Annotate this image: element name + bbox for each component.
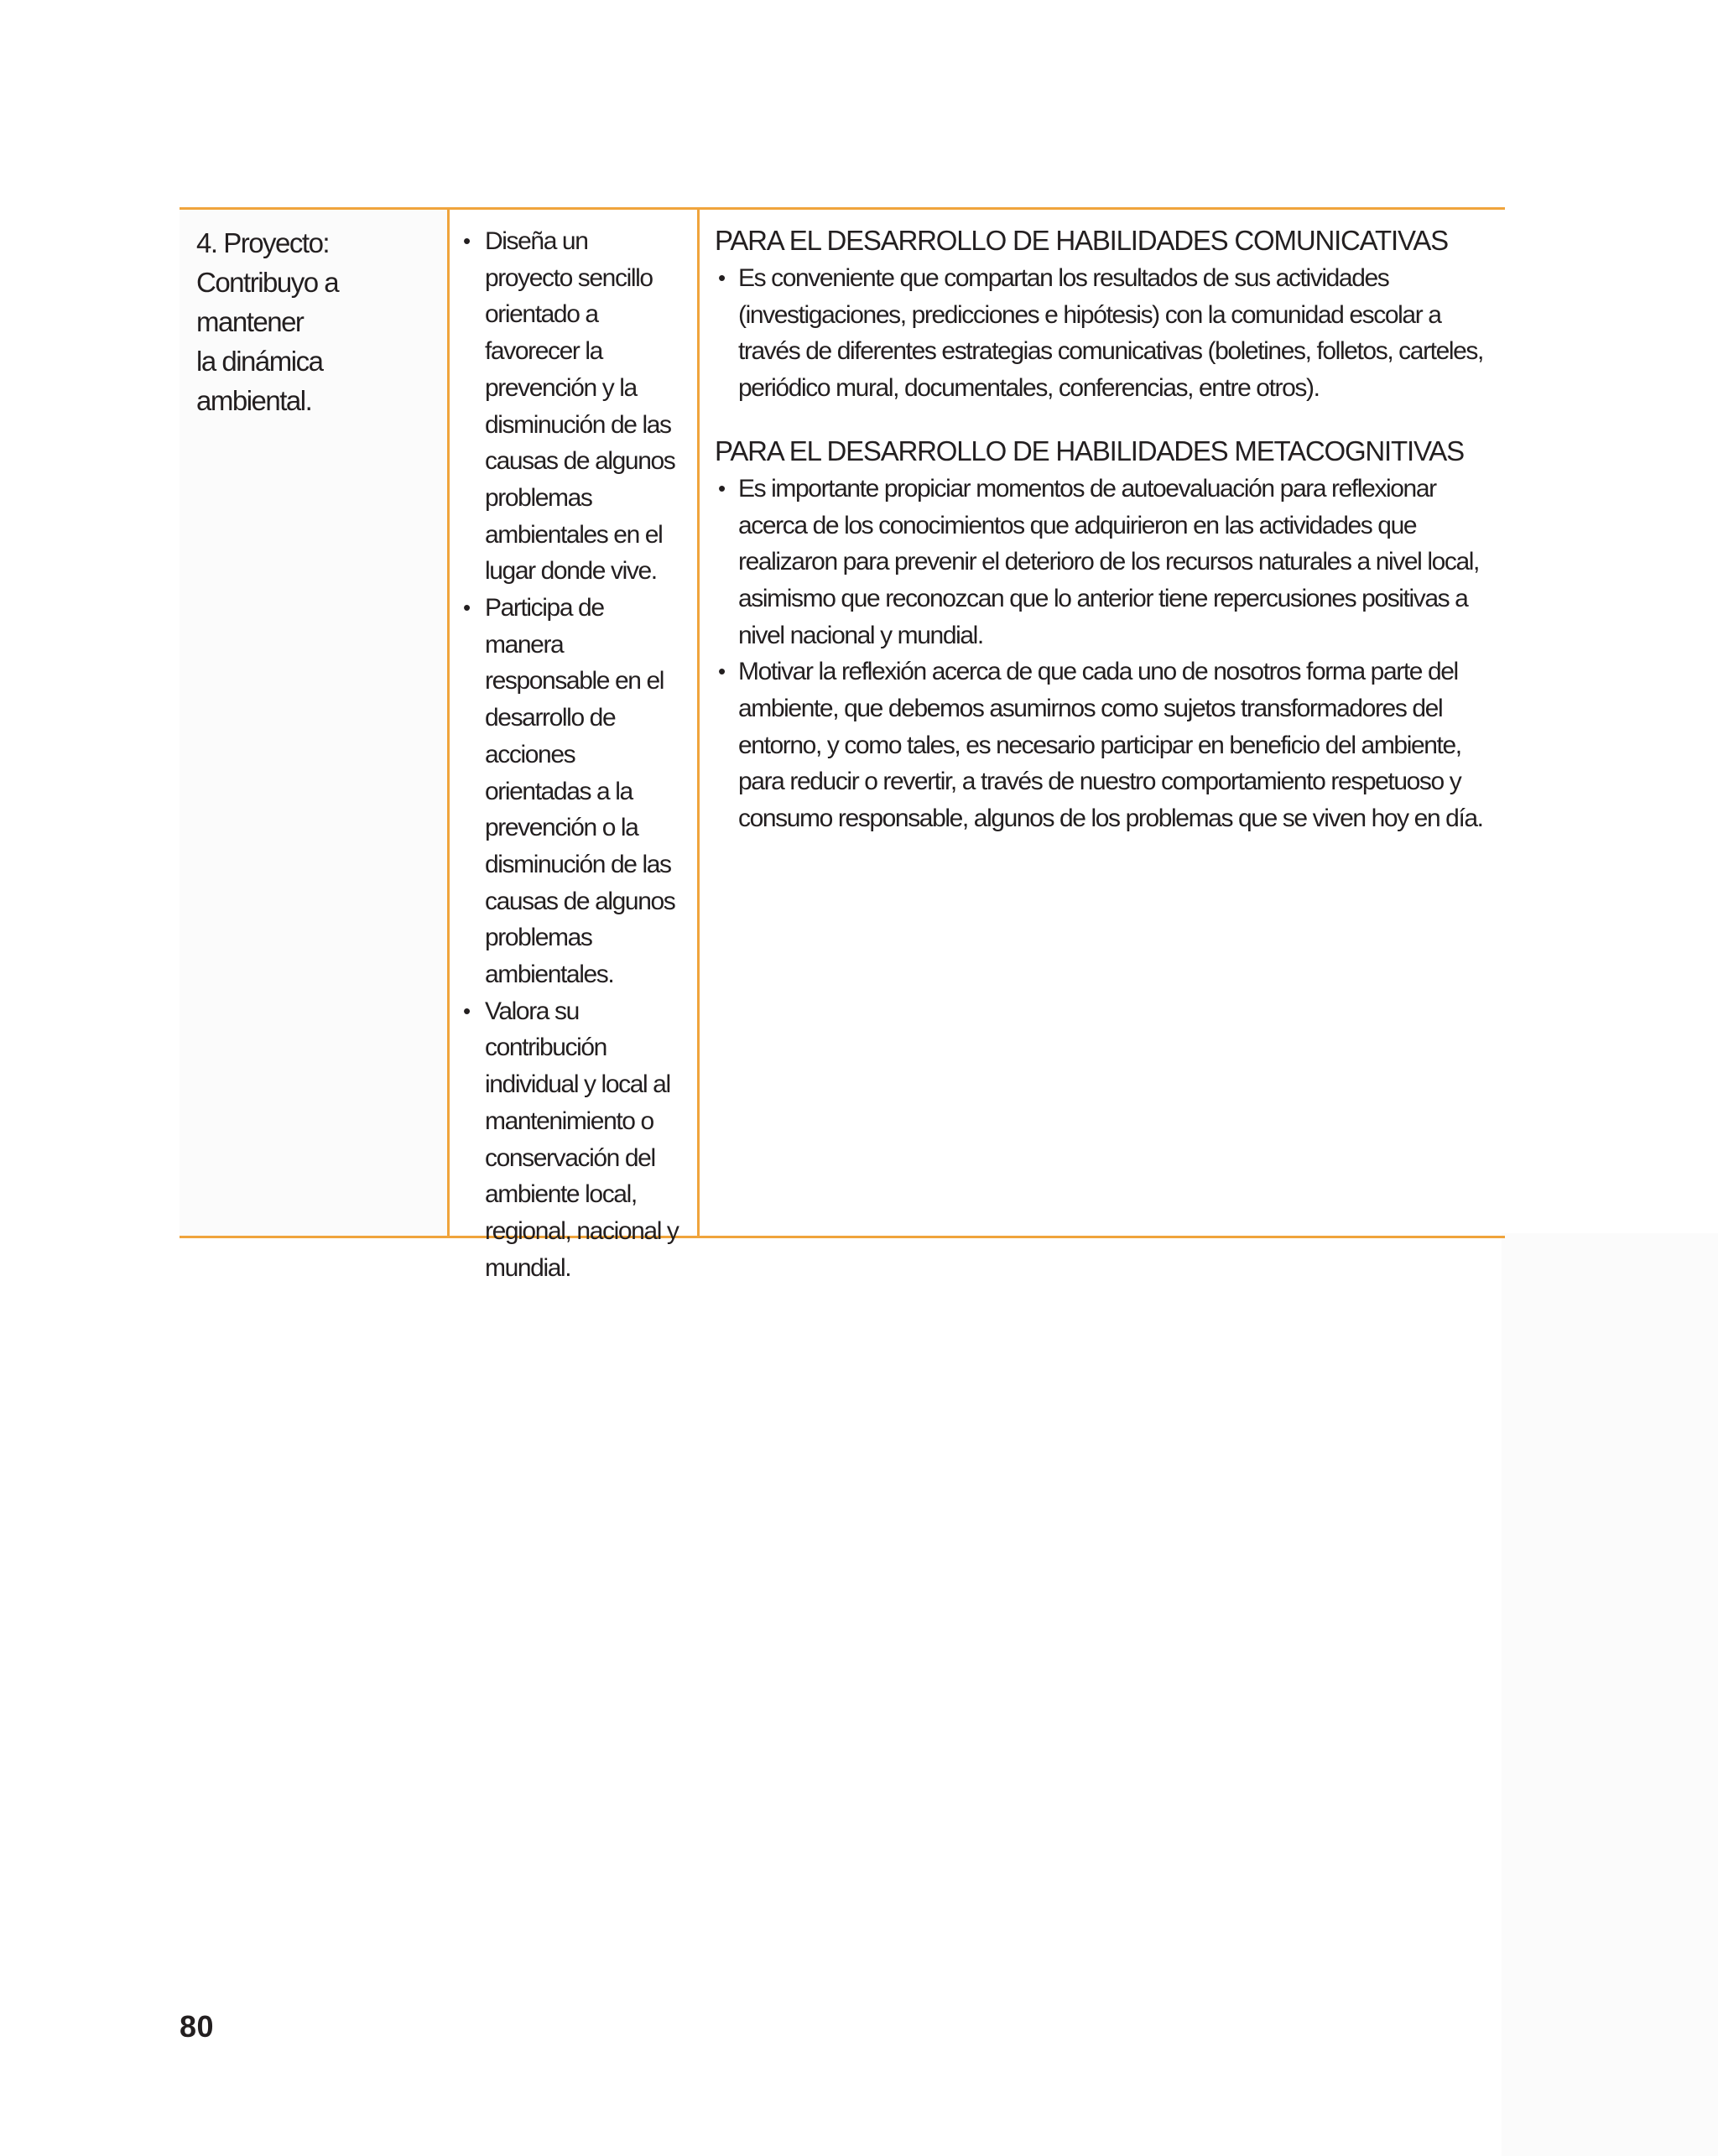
section-item	[715, 654, 1485, 837]
learning-outcome-text: Diseña un proyecto sencillo orientado a favorecer la prevención y la disminución de las causas de algunos problemas ambientales en el lugar donde vive.	[485, 227, 675, 586]
section-heading: PARA EL DESARROLLO DE HABILIDADES METACOGNITIVAS	[715, 435, 1464, 466]
section-item-text: Motivar la reflexión acerca de que cada uno de nosotros forma parte del ambiente, que debemos asumirnos como sujetos transformadores del entorno, y como tales, es necesario participar en beneficio del ambiente, para reducir o revertir, a través de nuestro comportamiento respetuoso y consumo responsable, algunos de los problemas que se viven hoy en día.	[738, 658, 1483, 833]
bullet-icon: •	[718, 265, 725, 290]
learning-outcome-item	[460, 590, 679, 993]
learning-outcome-item	[460, 993, 679, 1287]
content-table	[180, 207, 1505, 1282]
page-number: 80	[180, 2009, 215, 2044]
section-list	[715, 260, 1485, 407]
bullet-icon: •	[463, 997, 470, 1023]
communicative-skills-section	[715, 221, 1485, 407]
section-item	[715, 260, 1485, 407]
section-list	[715, 471, 1485, 837]
learning-outcomes-list	[460, 223, 679, 1286]
section-item	[715, 471, 1485, 654]
section-item-text: Es conveniente que compartan los resultados de sus actividades (investigaciones, predicciones e hipótesis) con la comunidad escolar a través de diferentes estrategias comunicativas (boletines, folletos, carteles, periódico mural, documentales, conferencias, entre otros).	[738, 264, 1483, 403]
project-title	[196, 223, 435, 420]
learning-outcome-item	[460, 223, 679, 590]
metacognitive-skills-section	[715, 432, 1485, 837]
project-column	[180, 210, 450, 1236]
learning-outcomes-column	[450, 210, 700, 1282]
section-item-text: Es importante propiciar momentos de autoevaluación para reflexionar acerca de los conocimientos que adquirieron en las actividades que realizaron para prevenir el deterioro de los recursos naturales a nivel local, asimismo que reconozcan que lo anterior tiene repercusiones positivas a nivel nacional y mundial.	[738, 474, 1479, 649]
suggestions-column	[700, 210, 1505, 1236]
project-title-line: la dinámica ambiental.	[196, 346, 323, 416]
bullet-icon: •	[718, 475, 725, 501]
bullet-icon: •	[463, 595, 470, 621]
learning-outcome-text: Valora su contribución individual y local al mantenimiento o conservación del ambiente local, regional, nacional y mundial.	[485, 997, 679, 1282]
page-background-tint	[1502, 1233, 1718, 2156]
bullet-icon: •	[718, 659, 725, 685]
learning-outcome-text: Participa de manera responsable en el desarrollo de acciones orientadas a la prevención o la disminución de las causas de algunos problemas ambientales.	[485, 594, 675, 989]
project-title-line: Contribuyo a mantener	[196, 267, 339, 337]
project-title-line: 4. Proyecto:	[196, 227, 330, 258]
bullet-icon: •	[463, 228, 470, 253]
section-heading: PARA EL DESARROLLO DE HABILIDADES COMUNICATIVAS	[715, 225, 1448, 256]
